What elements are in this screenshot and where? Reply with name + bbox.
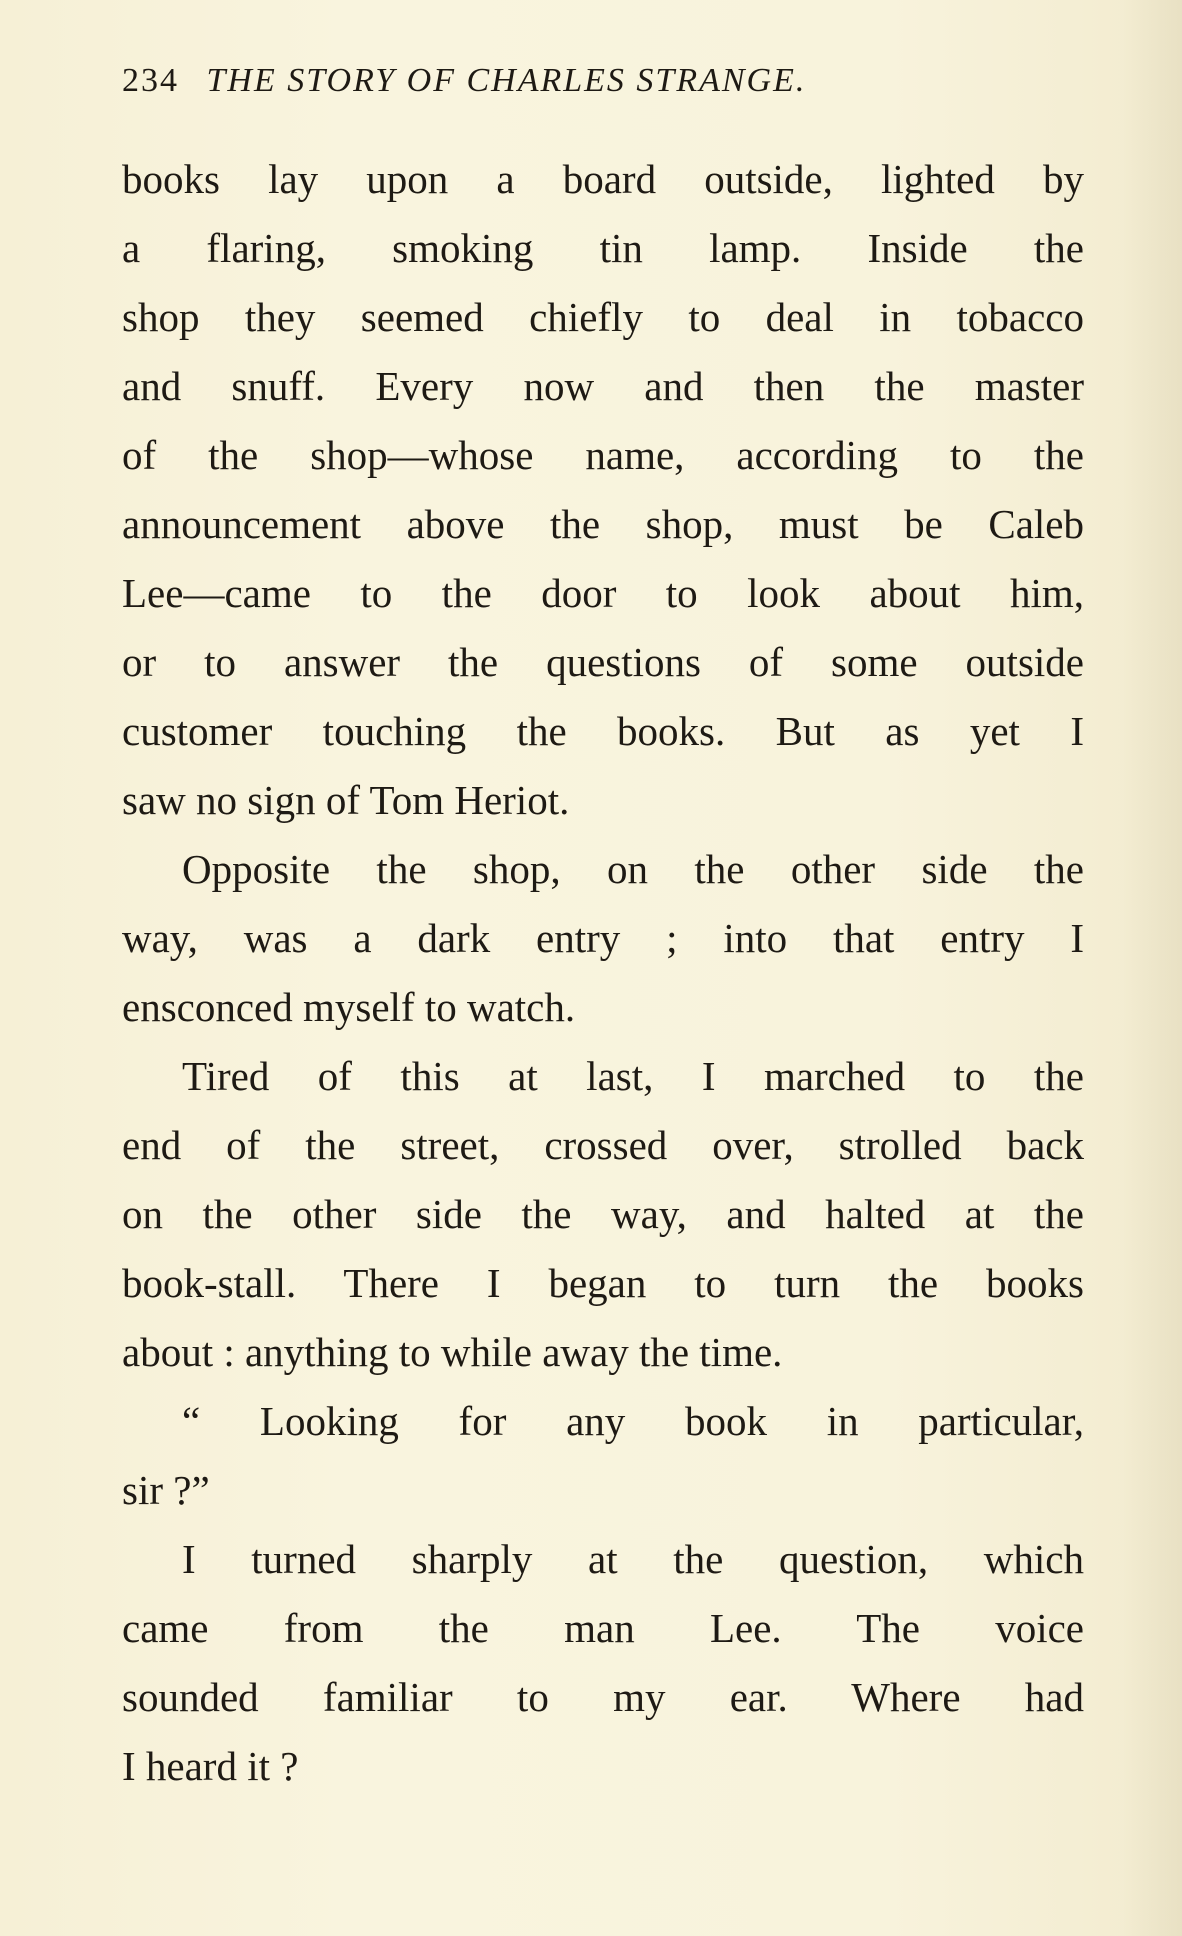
running-title: THE STORY OF CHARLES STRANGE.: [206, 62, 807, 99]
text-line: book-stall. There I began to turn the books: [122, 1260, 1084, 1306]
text-line: about : anything to while away the time.: [122, 1329, 783, 1375]
text-line: saw no sign of Tom Heriot.: [122, 777, 570, 823]
text-line: sir ?”: [122, 1467, 210, 1513]
page-number: 234: [122, 62, 179, 99]
page-header: [122, 62, 1022, 112]
text-line: shop they seemed chiefly to deal in tobacco: [122, 294, 1084, 340]
paragraph-start-line: Tired of this at last, I marched to the: [182, 1053, 1084, 1099]
text-line: Lee—came to the door to look about him,: [122, 570, 1084, 616]
paragraph-start-line: Opposite the shop, on the other side the: [182, 846, 1084, 892]
text-line: way, was a dark entry ; into that entry I: [122, 915, 1084, 961]
body-text: [122, 145, 1084, 1801]
text-line: and snuff. Every now and then the master: [122, 363, 1084, 409]
text-line: on the other side the way, and halted at the: [122, 1191, 1084, 1237]
paragraph-start-line: I turned sharply at the question, which: [182, 1536, 1084, 1582]
text-line: came from the man Lee. The voice: [122, 1605, 1084, 1651]
text-line: announcement above the shop, must be Caleb: [122, 501, 1084, 547]
text-line: or to answer the questions of some outside: [122, 639, 1084, 685]
text-line: ensconced myself to watch.: [122, 984, 576, 1030]
text-line: end of the street, crossed over, strolled back: [122, 1122, 1084, 1168]
text-line: of the shop—whose name, according to the: [122, 432, 1084, 478]
text-line: customer touching the books. But as yet I: [122, 708, 1084, 754]
page-edge-shadow: [1122, 0, 1182, 1936]
paragraph-start-line: “ Looking for any book in particular,: [182, 1398, 1084, 1444]
text-line: sounded familiar to my ear. Where had: [122, 1674, 1084, 1720]
text-line: books lay upon a board outside, lighted by: [122, 156, 1084, 202]
text-line: I heard it ?: [122, 1743, 299, 1789]
text-line: a flaring, smoking tin lamp. Inside the: [122, 225, 1084, 271]
